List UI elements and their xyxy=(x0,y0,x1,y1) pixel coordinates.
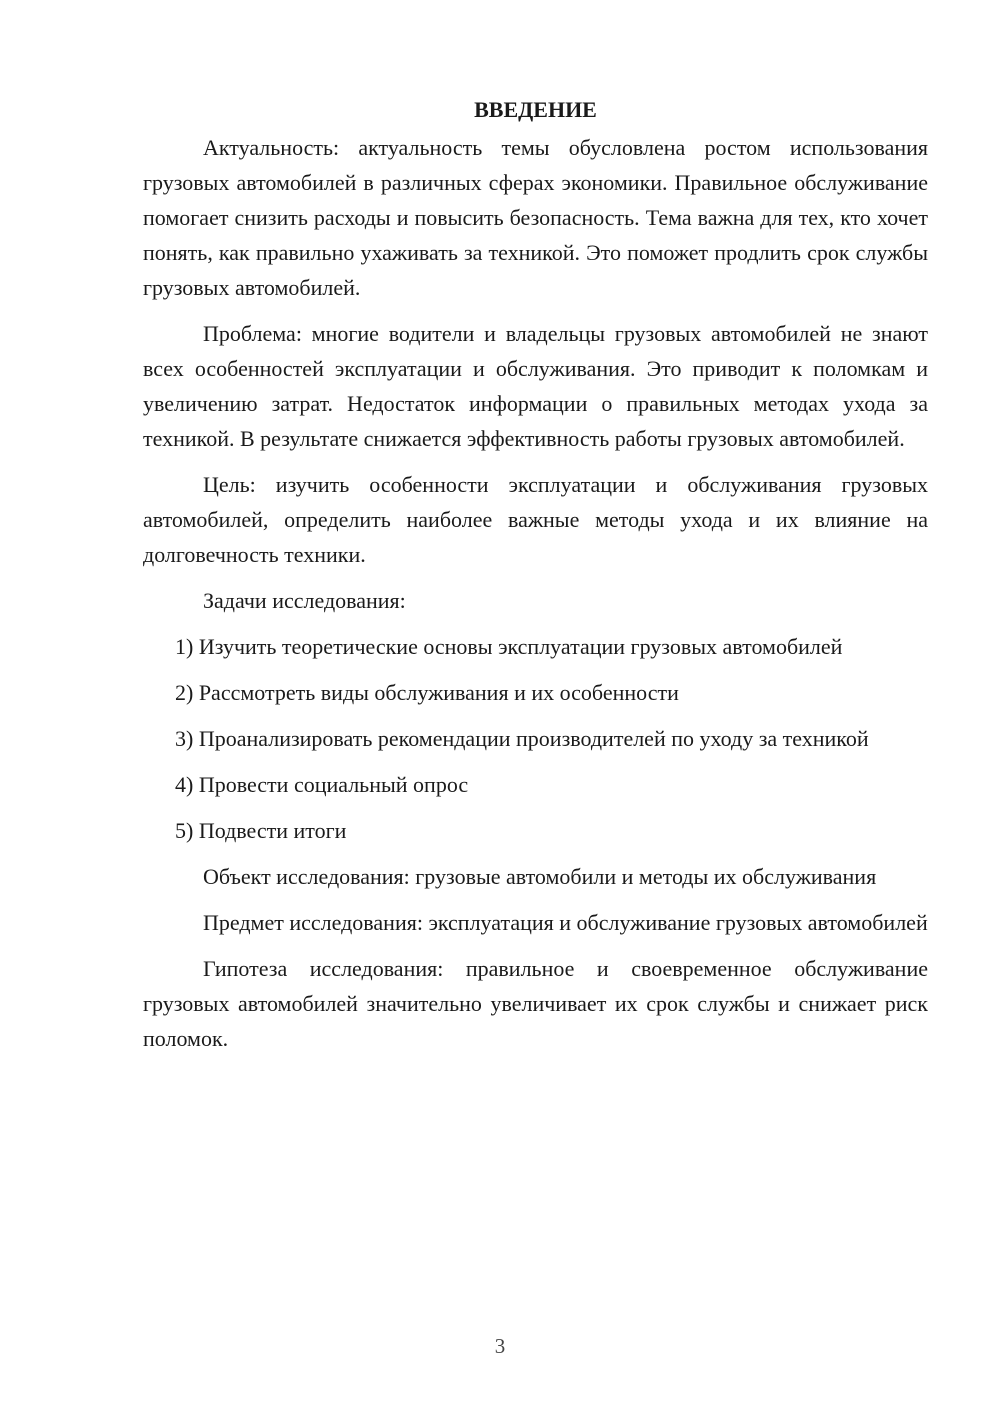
tasks-title: Задачи исследования: xyxy=(203,588,406,613)
task-item-5: 5) Подвести итоги xyxy=(175,818,347,843)
section-heading: ВВЕДЕНИЕ xyxy=(474,97,597,122)
task-item-2: 2) Рассмотреть виды обслуживания и их особенности xyxy=(175,680,679,705)
goal-paragraph: Цель: изучить особенности эксплуатации и обслуживания грузовых автомобилей, определить наиболее важные методы ухода и их влияние на долговечность техники. xyxy=(143,472,928,567)
task-item-1: 1) Изучить теоретические основы эксплуатации грузовых автомобилей xyxy=(175,634,843,659)
page-number: 3 xyxy=(494,1334,506,1358)
subject-paragraph: Предмет исследования: эксплуатация и обслуживание грузовых автомобилей xyxy=(203,910,928,935)
problem-paragraph: Проблема: многие водители и владельцы грузовых автомобилей не знают всех особенностей эксплуатации и обслуживания. Это приводит к поломкам и увеличению затрат. Недостаток информации о правильных методах ухода за техникой. В результате снижается эффективность работы грузовых автомобилей. xyxy=(143,321,928,451)
object-paragraph: Объект исследования: грузовые автомобили и методы их обслуживания xyxy=(203,864,877,889)
hypothesis-paragraph: Гипотеза исследования: правильное и своевременное обслуживание грузовых автомобилей значительно увеличивает их срок службы и снижает риск поломок. xyxy=(143,956,928,1051)
document-page xyxy=(143,92,928,1067)
task-item-4: 4) Провести социальный опрос xyxy=(175,772,469,797)
task-item-3: 3) Проанализировать рекомендации производителей по уходу за техникой xyxy=(175,726,869,751)
relevance-paragraph: Актуальность: актуальность темы обусловлена ростом использования грузовых автомобилей в различных сферах экономики. Правильное обслуживание помогает снизить расходы и повысить безопасность. Тема важна для тех, кто хочет понять, как правильно ухаживать за техникой. Это поможет продлить срок службы грузовых автомобилей. xyxy=(143,135,928,300)
